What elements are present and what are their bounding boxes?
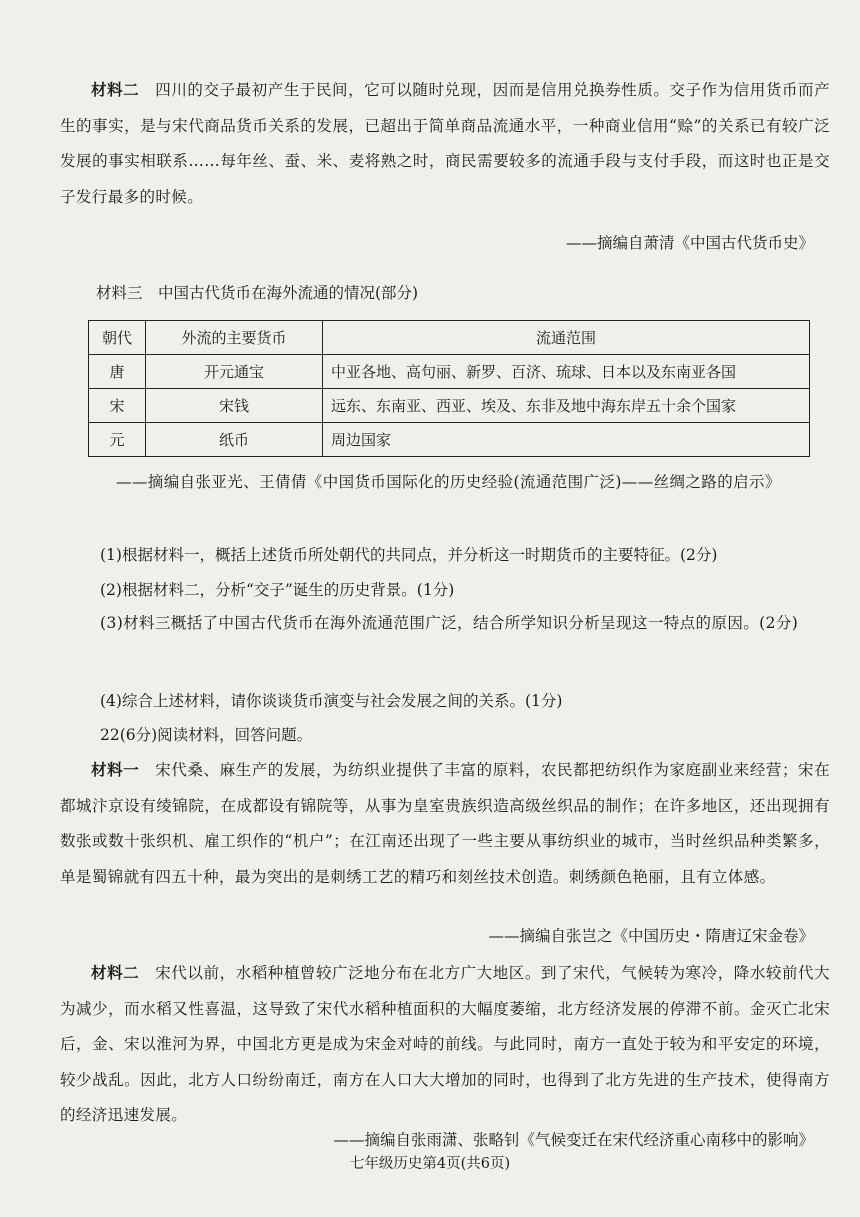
question-4: (4)综合上述材料，请你谈谈货币演变与社会发展之间的关系。(1分)	[100, 692, 563, 710]
question-22-stem: 22(6分)阅读材料，回答问题。	[100, 726, 313, 744]
page-footer: 七年级历史第4页(共6页)	[349, 1156, 511, 1172]
table-row	[89, 389, 810, 423]
material2-label: 材料二	[91, 80, 140, 99]
material2-source: ——摘编自萧清《中国古代货币史》	[565, 234, 814, 252]
q22-material1-text: 宋代桑、麻生产的发展，为纺织业提供了丰富的原料，农民都把纺织作为家庭副业来经营；宋在都城汴京设有绫锦院，在成都设有锦院等，从事为皇室贵族织造高级丝织品的制作；在许多地区，还出现拥有数张或数十张织机、雇工织作的“机户”；在江南还出现了一些主要从事纺织业的城市，当时丝织品种类繁多，单是蜀锦就有四五十种，最为突出的是刺绣工艺的精巧和刻丝技术创造。刺绣颜色艳丽，且有立体感。	[60, 761, 831, 886]
material2-text: 四川的交子最初产生于民间，它可以随时兑现，因而是信用兑换券性质。交子作为信用货币而产生的事实，是与宋代商品货币关系的发展，已超出于简单商品流通水平，一种商业信用“赊”的关系已有较广泛发展的事实相联系……每年丝、蚕、米、麦将熟之时，商民需要较多的流通手段与支付手段，而这时也正是交子发行最多的时候。	[60, 81, 831, 206]
cell-range: 中亚各地、高句丽、新罗、百济、琉球、日本以及东南亚各国	[323, 355, 810, 389]
cell-currency: 宋钱	[146, 389, 323, 423]
q22-material1-label: 材料一	[91, 760, 140, 779]
table-row	[89, 355, 810, 389]
cell-currency: 纸币	[146, 423, 323, 457]
cell-range: 周边国家	[323, 423, 810, 457]
header-range: 流通范围	[323, 321, 810, 355]
table-header-row	[89, 321, 810, 355]
table-row	[89, 423, 810, 457]
q22-material2-source: ——摘编自张雨潇、张略钊《气候变迁在宋代经济重心南移中的影响》	[333, 1131, 814, 1149]
currency-table	[88, 320, 810, 457]
material3-title: 材料三 中国古代货币在海外流通的情况(部分)	[96, 284, 419, 302]
question-3: (3)材料三概括了中国古代货币在海外流通范围广泛，结合所学知识分析呈现这一特点的原因。(2分)	[100, 614, 799, 632]
cell-dynasty: 元	[89, 423, 146, 457]
material3-source: ——摘编自张亚光、王倩倩《中国货币国际化的历史经验(流通范围广泛)——丝绸之路的启示》	[116, 473, 781, 491]
q22-material2-label: 材料二	[91, 963, 140, 982]
header-dynasty: 朝代	[89, 321, 146, 355]
q22-material1-source: ——摘编自张岂之《中国历史・隋唐辽宋金卷》	[488, 927, 814, 945]
cell-currency: 开元通宝	[146, 355, 323, 389]
question-1: (1)根据材料一，概括上述货币所处朝代的共同点，并分析这一时期货币的主要特征。(2分)	[100, 546, 718, 564]
question-2: (2)根据材料二，分析“交子”诞生的历史背景。(1分)	[100, 581, 455, 599]
material2-paragraph	[60, 72, 830, 215]
q22-material1-paragraph	[60, 752, 830, 895]
cell-dynasty: 宋	[89, 389, 146, 423]
q22-material2-text: 宋代以前，水稻种植曾较广泛地分布在北方广大地区。到了宋代，气候转为寒冷，降水较前代大为减少，而水稻又性喜温，这导致了宋代水稻种植面积的大幅度萎缩，北方经济发展的停滞不前。金灭亡北宋后，金、宋以淮河为界，中国北方更是成为宋金对峙的前线。与此同时，南方一直处于较为和平安定的环境，较少战乱。因此，北方人口纷纷南迁，南方在人口大大增加的同时，也得到了北方先进的生产技术，使得南方的经济迅速发展。	[60, 964, 831, 1125]
header-currency: 外流的主要货币	[146, 321, 323, 355]
q22-material2-paragraph	[60, 955, 830, 1134]
cell-range: 远东、东南亚、西亚、埃及、东非及地中海东岸五十余个国家	[323, 389, 810, 423]
cell-dynasty: 唐	[89, 355, 146, 389]
